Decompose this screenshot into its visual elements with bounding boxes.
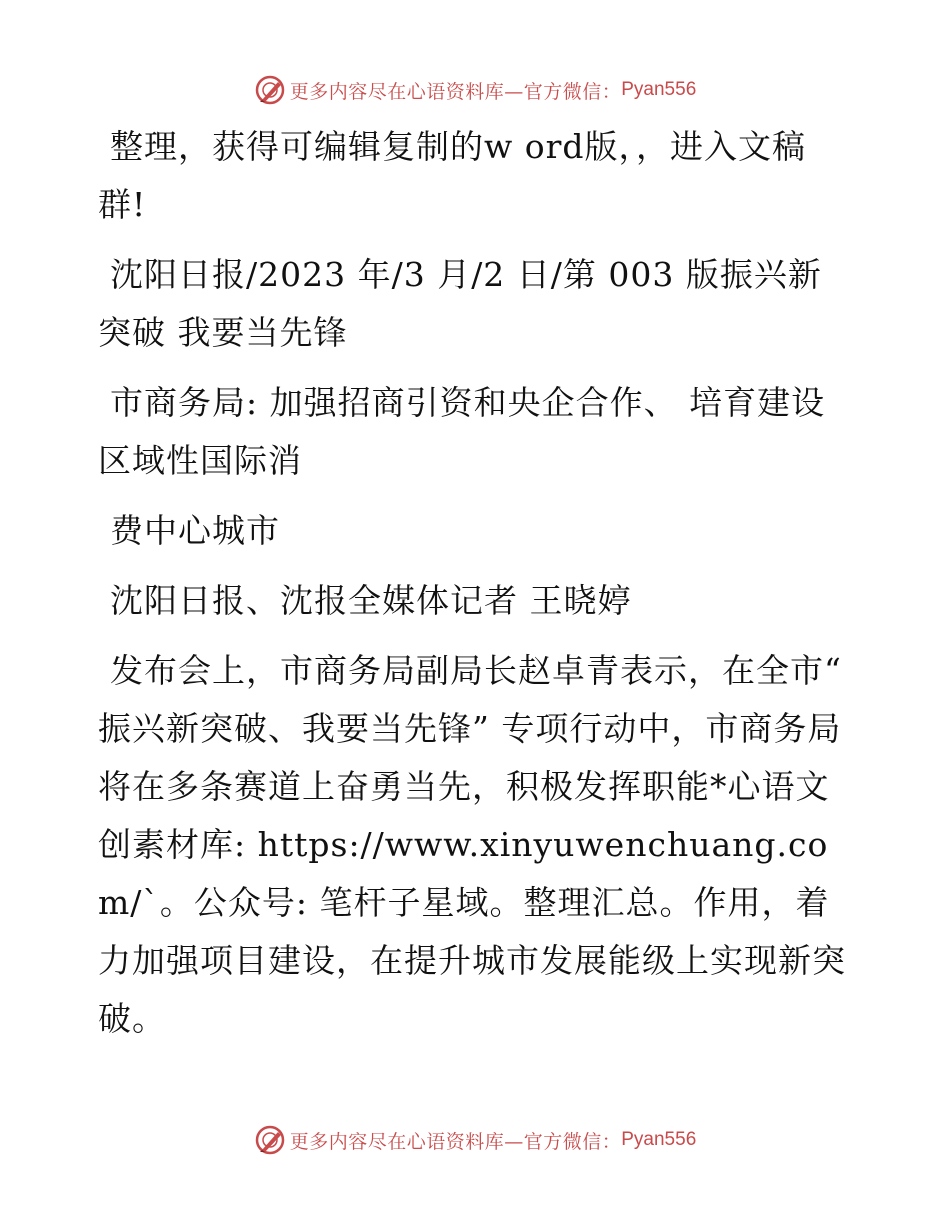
pen-logo-icon (254, 1124, 286, 1156)
paragraph-headline-cont: 费中心城市 (110, 511, 280, 550)
paragraph-headline: 市商务局: 加强招商引资和央企合作、 培育建设区域性国际消 (98, 383, 826, 480)
paragraph-source: 沈阳日报/2023 年/3 月/2 日/第 003 版振兴新突破 我要当先锋 (98, 255, 822, 352)
footer-watermark-banner (0, 1120, 950, 1160)
header-banner-wechat-id: Pyan556 (621, 79, 697, 100)
paragraph-intro: 整理，获得可编辑复制的w ord版，，进入文稿群! (98, 127, 807, 224)
document-body (98, 118, 850, 1060)
footer-banner-text: 更多内容尽在心语资料库—官方微信： (289, 1130, 622, 1153)
paragraph-byline: 沈阳日报、沈报全媒体记者 王晓婷 (110, 581, 632, 620)
paragraph-body: 发布会上，市商务局副局长赵卓青表示，在全市“ 振兴新突破、我要当先锋” 专项行动中，市商务局将在多条赛道上奋勇当先，积极发挥职能*心语文创素材库: https://www.xinyuwenchuang.com/`。公众号: 笔杆子星域。整理汇总。作用，着力加强项目建设，在提升城市发展能级上实现新突破。 (98, 651, 846, 1038)
header-banner-text: 更多内容尽在心语资料库—官方微信： (289, 80, 622, 103)
pen-logo-icon (254, 74, 286, 106)
footer-banner-wechat-id: Pyan556 (621, 1129, 697, 1150)
header-watermark-banner (0, 70, 950, 110)
